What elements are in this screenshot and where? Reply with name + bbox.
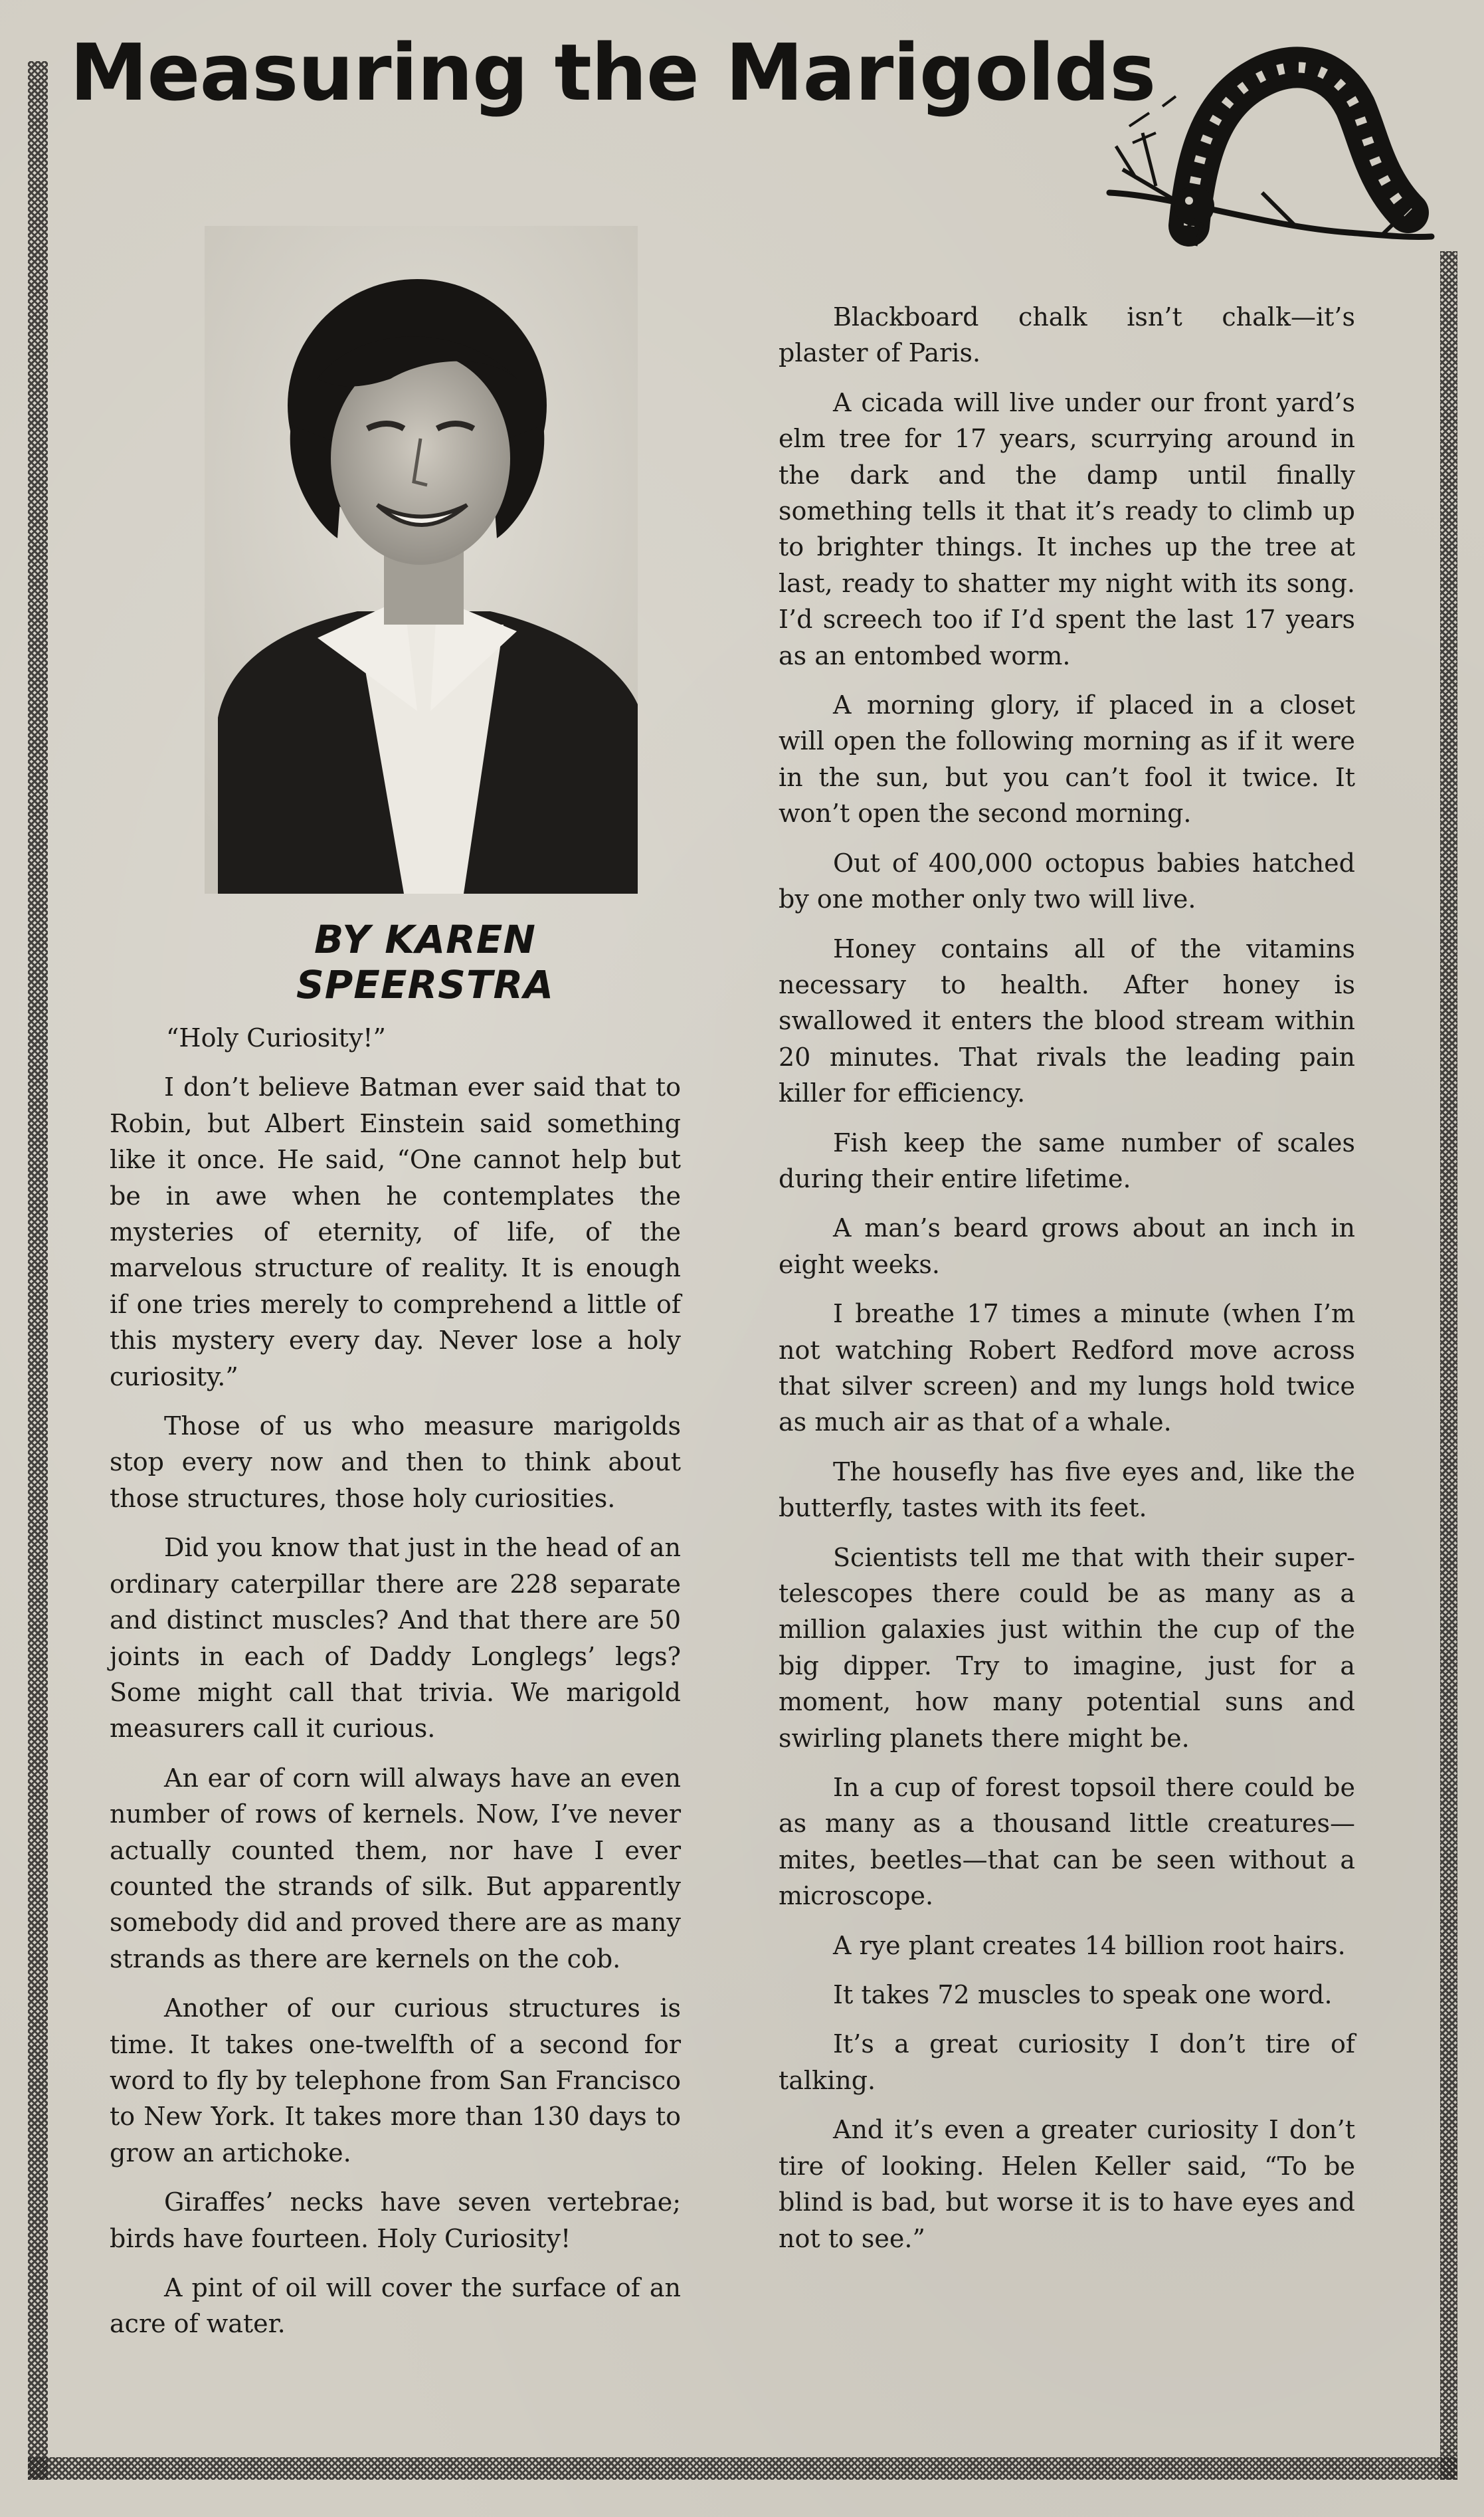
left-paragraph: I don’t believe Batman ever said that to Robin, but Albert Einstein said something like it once. He said, “One cannot help but be in awe when he contemplates the mysteries of eternity, of life, of the marvelous structure of reality. It is enough if one tries merely to comprehend a little of this mystery every day. Never lose a holy curiosity.” [110, 1072, 681, 1391]
right-paragraph: It’s a great curiosity I don’t tire of talking. [779, 2029, 1355, 2095]
caterpillar-icon [1096, 27, 1441, 252]
left-paragraph: An ear of corn will always have an even number of rows of kernels. Now, I’ve never actually counted them, nor have I ever counted the strands of silk. But apparently somebody did and proved there are as many strands as there are kernels on the cob. [110, 1763, 681, 1973]
left-paragraph: “Holy Curiosity!” [166, 1023, 386, 1053]
right-paragraph: Honey contains all of the vitamins necessary to health. After honey is swallowed it enters the blood stream within 20 minutes. That rivals the leading pain killer for efficiency. [779, 934, 1355, 1108]
right-paragraph: The housefly has five eyes and, like the butterfly, tastes with its feet. [779, 1457, 1355, 1523]
bottom-dotted-border [28, 2457, 1457, 2480]
left-paragraph: Another of our curious structures is time. It takes one-twelfth of a second for word to fly by telephone from San Francisco to New York. It takes more than 130 days to grow an artichoke. [110, 1993, 681, 2167]
right-dotted-border [1440, 251, 1457, 2480]
headline: Measuring the Marigolds [70, 27, 1156, 118]
author-portrait-photo [205, 226, 638, 894]
right-paragraph: Scientists tell me that with their super-telescopes there could be as many as a million galaxies just within the cup of the big dipper. Try to imagine, just for a moment, how many potential suns and swirling planets there might be. [779, 1542, 1355, 1753]
right-paragraph: Fish keep the same number of scales during their entire lifetime. [779, 1128, 1355, 1193]
left-paragraph: Giraffes’ necks have seven vertebrae; birds have fourteen. Holy Curiosity! [110, 2187, 681, 2253]
right-paragraph: Blackboard chalk isn’t chalk—it’s plaster of Paris. [779, 302, 1355, 368]
left-dotted-border [28, 61, 48, 2480]
right-paragraph: I breathe 17 times a minute (when I’m not watching Robert Redford move across that silver screen) and my lungs hold twice as much air as that of a whale. [779, 1299, 1355, 1437]
left-paragraph: Did you know that just in the head of an ordinary caterpillar there are 228 separate and distinct muscles? And that there are 50 joints in each of Daddy Longlegs’ legs? Some might call that trivia. We marigold measurers call it curious. [110, 1533, 681, 1744]
right-paragraph: A rye plant creates 14 billion root hairs. [833, 1930, 1346, 1960]
right-paragraph: A man’s beard grows about an inch in eight weeks. [779, 1213, 1355, 1279]
right-paragraph: And it’s even a greater curiosity I don’t tire of looking. Helen Keller said, “To be blind is bad, but worse it is to have eyes and not to see.” [779, 2115, 1355, 2253]
right-column [779, 299, 1355, 2270]
right-paragraph: In a cup of forest topsoil there could be as many as a thousand little creatures—mites, beetles—that can be seen without a microscope. [779, 1773, 1355, 1911]
right-paragraph: A cicada will live under our front yard’s elm tree for 17 years, scurrying around in the dark and the damp until finally something tells it that it’s ready to climb up to brighter things. It inches up the tree at last, ready to shatter my night with its song. I’d screech too if I’d spent the last 17 years as an entombed worm. [779, 387, 1355, 670]
right-paragraph: Out of 400,000 octopus babies hatched by one mother only two will live. [779, 848, 1355, 914]
left-paragraph: A pint of oil will cover the surface of an acre of water. [110, 2273, 681, 2339]
right-paragraph: A morning glory, if placed in a closet will open the following morning as if it were in the sun, but you can’t fool it twice. It won’t open the second morning. [779, 690, 1355, 829]
byline: BY KAREN SPEERSTRA [296, 917, 555, 1007]
left-paragraph: Those of us who measure marigolds stop every now and then to think about those structures, those holy curiosities. [110, 1411, 681, 1513]
right-paragraph: It takes 72 muscles to speak one word. [833, 1980, 1333, 2010]
left-column [110, 1020, 681, 2356]
